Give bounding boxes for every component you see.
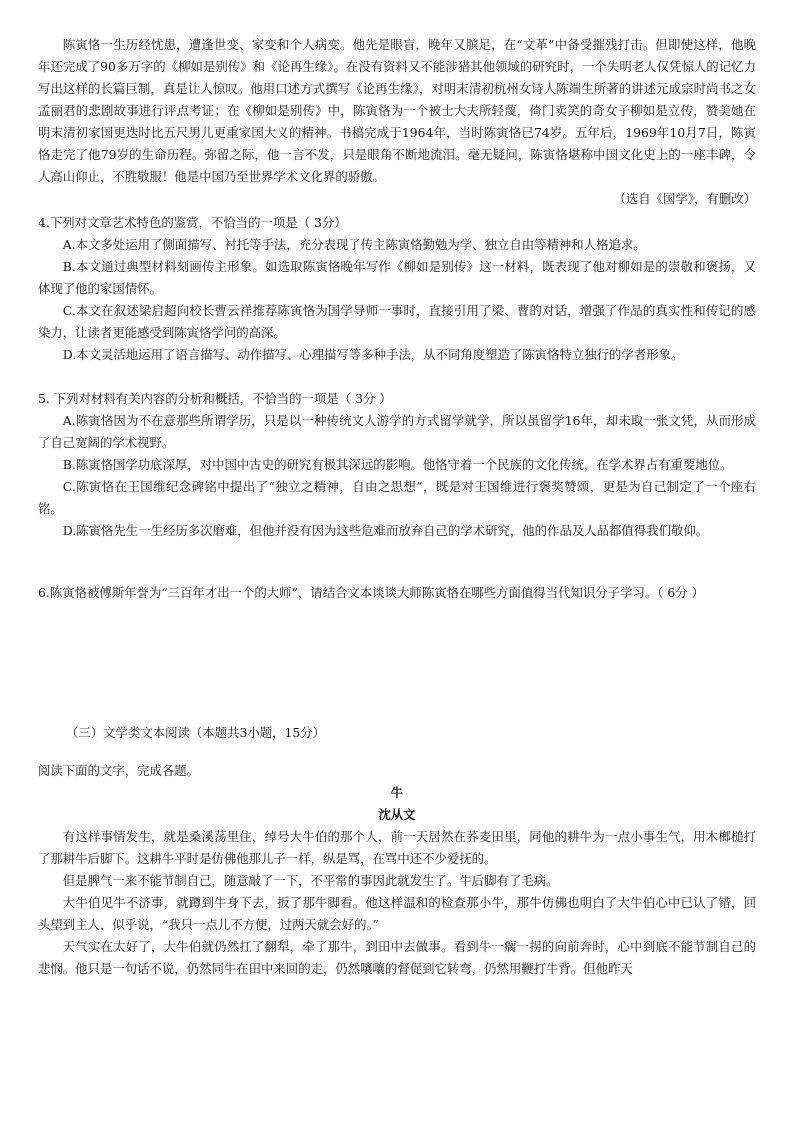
story-author: 沈从文	[378, 807, 416, 822]
story-title: 牛	[390, 785, 404, 800]
question-5-option-d: D.陈寅恪先生一生经历多次磨难，但他并没有因为这些危难而放弃自己的学术研究，他的作品及人品都值得我们敬仰。	[62, 523, 709, 538]
question-4	[38, 212, 756, 366]
story-paragraph-4: 天气实在太好了，大牛伯就仍然扛了翻犁，牵了那牛，到田中去做事。看到牛一瘸一拐的向前奔时，心中到底不能节制自己的悲悯。他只是一句话不说，仍然同牛在田中来回的走，仍然嚷嚷的督促到它转弯，仍然用鞭打牛背。但他昨天	[38, 939, 756, 976]
question-5-option-a: A.陈寅恪因为不在意那些所谓学历，只是以一种传统文人游学的方式留学就学，所以虽留学16年，却未取一张文凭，从而形成了自己宽阔的学术视野。	[38, 413, 756, 450]
story-paragraph-2: 但是脾气一来不能节制自己，随意敲了一下，不平常的事因此就发生了。牛后脚有了毛病。	[62, 873, 559, 888]
section-3-heading: （三）文学类文本阅读（本题共3小题，15分）	[66, 725, 326, 740]
question-6	[38, 582, 756, 604]
question-4-option-d: D.本文灵活地运用了语言描写、动作描写、心理描写等多种手法，从不同角度塑造了陈寅恪特立独行的学者形象。	[62, 347, 684, 362]
story-paragraph-3: 大牛伯见牛不济事，就蹲到牛身下去，扳了那牛脚看。他这样温和的检查那小牛，那牛仿佛也明白了大牛伯心中已认了错，回头望到主人，似乎说，“我只一点儿不方便，过两天就会好的。”	[38, 895, 756, 932]
section-3	[38, 722, 756, 980]
section-3-instruction: 阅读下面的文字，完成各题。	[38, 763, 200, 778]
answer-space	[38, 604, 756, 722]
story-paragraph-1: 有这样事情发生，就是桑溪荡里住，绰号大牛伯的那个人，前一天居然在荞麦田里，同他的耕牛为一点小事生气，用木榔槌打了那耕牛后脚下。这耕牛平时是仿佛他那儿子一样，纵是骂，在骂中还不少爱抚的。	[38, 829, 756, 866]
question-4-option-b: B.本文通过典型材料刻画传主形象。如选取陈寅恪晚年写作《柳如是别传》这一材料，既表现了他对柳如是的崇敬和褒扬，又体现了他的家国情怀。	[38, 259, 756, 296]
question-4-option-c: C.本文在叙述梁启超向校长曹云祥推荐陈寅恪为国学导师一事时，直接引用了梁、曹的对话，增强了作品的真实性和传记的感染力，让读者更能感受到陈寅恪学问的高深。	[38, 303, 756, 340]
passage-paragraph: 陈寅恪一生历经忧患，遭逢世变、家变和个人病变。他先是眼盲，晚年又膑足，在“文革”中备受摧残打击。但即使这样，他晚年还完成了90多万字的《柳如是别传》和《论再生缘》。在没有资料又不能涉猎其他领域的研究时，一个失明老人仅凭惊人的记忆力写出这样的长篇巨制，真是让人惊叹。他用口述方式撰写《论再生缘》，对明末清初杭州女诗人陈端生所著的讲述元成宗时尚书之女孟丽君的悲剧故事进行评点考证；在《柳如是别传》中，陈寅恪为一个被士大夫所轻蔑，倚门卖笑的奇女子柳如是立传，赞美她在明末清初家国更迭时比五尺男儿更重家国大义的精神。书稿完成于1964年，当时陈寅恪已74岁。五年后，1969年10月7日，陈寅恪走完了他79岁的生命历程。弥留之际，他一言不发，只是眼角不断地流泪。毫无疑问，陈寅恪堪称中国文化史上的一座丰碑，令人高山仰止，不胜敬服！他是中国乃至世界学术文化界的骄傲。	[38, 37, 756, 184]
passage-source: （选自《国学》，有删改）	[613, 191, 756, 206]
question-6-stem: 6.陈寅恪被傅斯年誉为“三百年才出一个的大师”，请结合文本谈谈大师陈寅恪在哪些方面值得当代知识分子学习。（ 6分 ）	[38, 585, 704, 600]
question-5-option-c: C.陈寅恪在王国维纪念碑铭中提出了“独立之精神，自由之思想”，既是对王国维进行褒奖赞颂，更是为自己制定了一个座右铭。	[38, 479, 756, 516]
question-4-option-a: A.本文多处运用了侧面描写、衬托等手法，充分表现了传主陈寅恪勤勉为学、独立自由等精神和人格追求。	[62, 237, 646, 252]
document-page	[38, 34, 756, 980]
question-5-stem: 5. 下列对材料有关内容的分析和概括，不恰当的一项是（ 3分 ）	[38, 391, 392, 406]
question-4-stem: 4.下列对文章艺术特色的鉴赏，不恰当的一项是（ 3分）	[38, 215, 347, 230]
question-5-option-b: B.陈寅恪国学功底深厚，对中国中古史的研究有极其深远的影响。他恪守着一个民族的文化传统，在学术界占有重要地位。	[62, 457, 733, 472]
question-5	[38, 388, 756, 542]
